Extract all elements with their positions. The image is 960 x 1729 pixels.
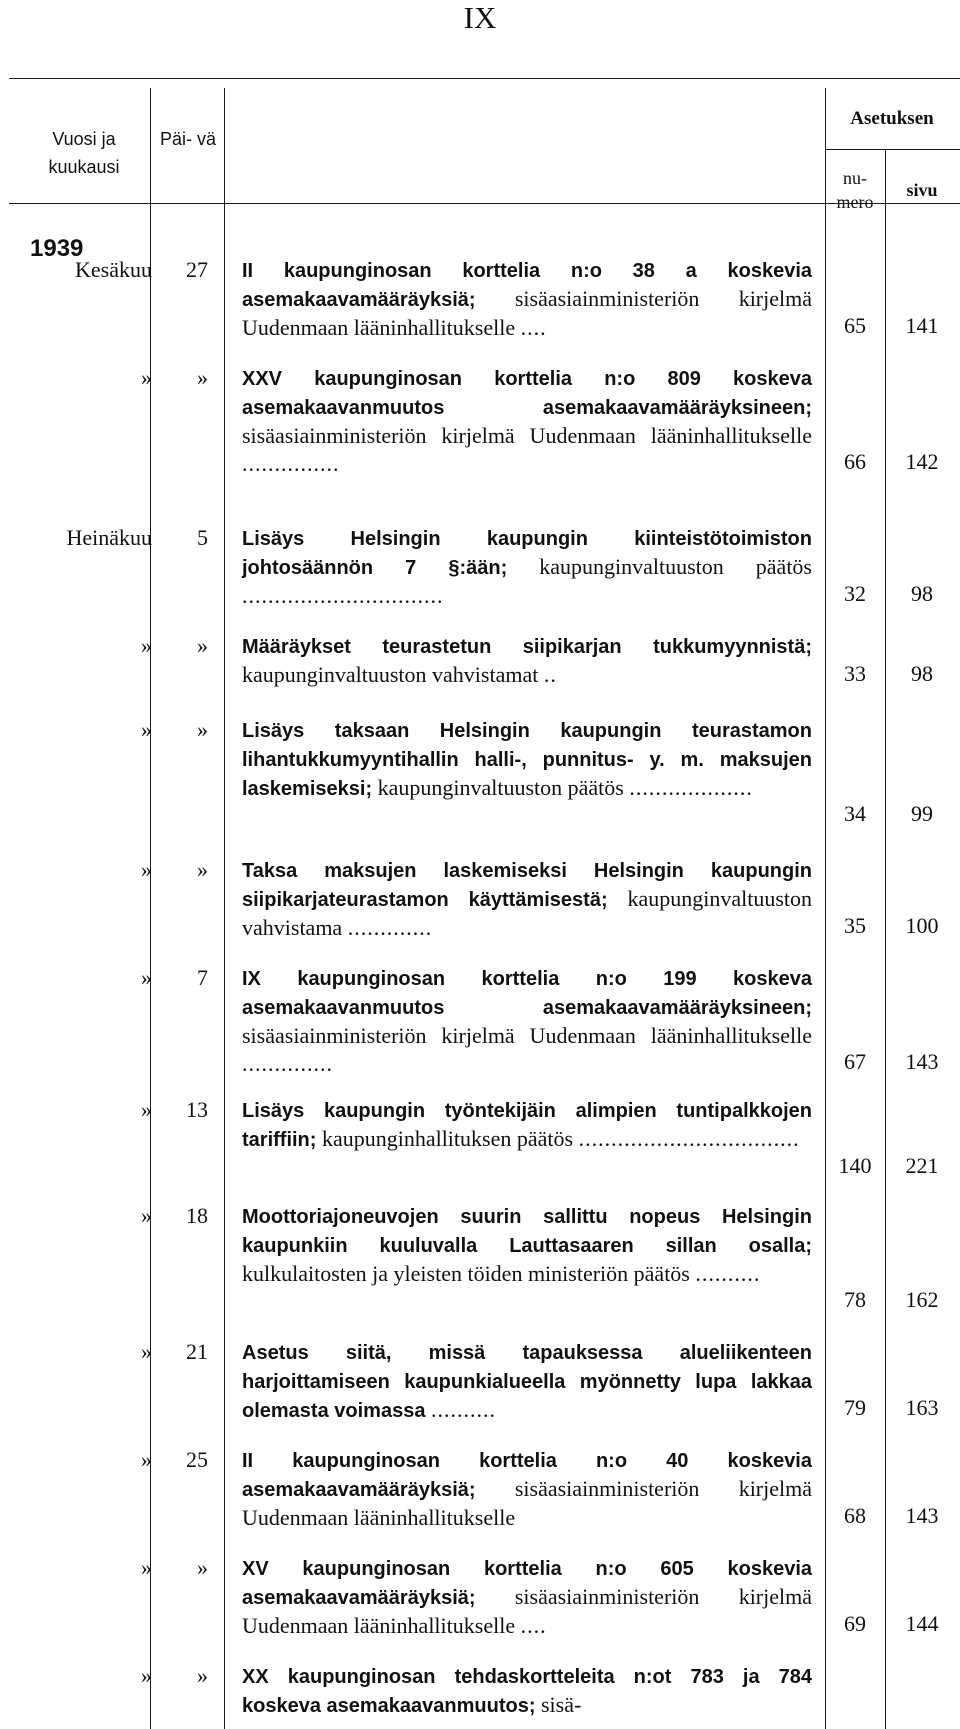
regulation-page: 221 [905, 1153, 939, 1178]
description-cell [242, 964, 812, 1078]
description-bold: IX kaupunginosan korttelia n:o 199 koskeva asemakaavanmuutos asemakaavamääräyksineen; [242, 968, 812, 1019]
month-cell: » [141, 965, 152, 990]
description-bold: II kaupunginosan korttelia n:o 38 a koskevia asemakaavamääräyksiä; [242, 260, 812, 311]
day-cell: » [197, 717, 208, 742]
description-regular: kaupunginvaltuuston päätös [377, 775, 624, 800]
month-cell: » [141, 1447, 152, 1472]
table-top-rule [9, 78, 960, 79]
leader-dots: ............... [242, 451, 340, 476]
description-regular: sisäasiainministeriön kirjelmä Uudenmaan lääninhallitukselle [242, 1023, 812, 1048]
month-cell: » [141, 857, 152, 882]
day-cell: 13 [186, 1097, 208, 1122]
regulation-page: 100 [905, 913, 939, 938]
description-cell [242, 1202, 812, 1288]
regulation-number: 33 [844, 661, 866, 686]
regulation-number: 68 [844, 1503, 866, 1528]
regulation-page: 163 [905, 1395, 939, 1420]
description-regular: sisäasiainministeriön kirjelmä Uudenmaan lääninhallitukselle [242, 1476, 812, 1530]
description-cell [242, 256, 812, 342]
day-cell: 7 [197, 965, 208, 990]
regulation-page: 142 [905, 449, 939, 474]
regulation-number: 32 [844, 581, 866, 606]
description-regular: kaupunginvaltuuston vahvistamat [242, 662, 539, 687]
column-header-page: sivu [906, 180, 938, 200]
header-bottom-rule [9, 203, 960, 204]
regulation-number: 66 [844, 449, 866, 474]
description-cell [242, 364, 812, 478]
leader-dots: .. [543, 662, 557, 687]
description-bold: Lisäys taksaan Helsingin kaupungin teurastamon lihantukkumyyntihallin halli-, punnitus- y. m. maksujen laskemiseksi; [242, 720, 812, 800]
month-cell: » [141, 1339, 152, 1364]
description-regular: kaupunginvaltuuston vahvistama [242, 886, 812, 940]
leader-dots: .... [520, 1613, 547, 1638]
description-cell [242, 856, 812, 942]
leader-dots: ............. [347, 915, 433, 940]
description-bold: XV kaupunginosan korttelia n:o 605 koskevia asemakaavamääräyksiä; [242, 1558, 812, 1609]
asetuksen-rule [826, 149, 960, 150]
description-cell [242, 1446, 812, 1532]
day-cell: 27 [186, 257, 208, 282]
description-cell [242, 1338, 812, 1425]
description-regular: sisä- [541, 1692, 582, 1717]
description-cell [242, 1554, 812, 1640]
description-bold: Taksa maksujen laskemiseksi Helsingin kaupungin siipikarjateurastamon käyttämisestä; [242, 860, 812, 911]
regulation-number: 35 [844, 913, 866, 938]
day-cell: 25 [186, 1447, 208, 1472]
column-header-year-month: Vuosi ja kuukausi [48, 129, 120, 177]
leader-dots: .......... [430, 1397, 496, 1422]
regulation-number: 65 [844, 313, 866, 338]
col-divider-day [150, 88, 151, 1729]
column-header-number: nu- mero [836, 168, 874, 212]
regulation-page: 162 [905, 1287, 939, 1312]
regulation-page: 141 [905, 313, 939, 338]
page-number-roman: IX [463, 0, 497, 35]
day-cell: 21 [186, 1339, 208, 1364]
col-divider-desc [224, 88, 225, 1729]
description-bold: XXV kaupunginosan korttelia n:o 809 koskeva asemakaavanmuutos asemakaavamääräyksineen; [242, 368, 812, 419]
month-cell: Heinäkuu [66, 525, 152, 550]
month-cell: Kesäkuu [75, 257, 152, 282]
leader-dots: .... [520, 315, 547, 340]
description-bold: Lisäys Helsingin kaupungin kiinteistötoimiston johtosäännön 7 §:ään; [242, 528, 812, 579]
leader-dots: .......... [695, 1261, 761, 1286]
month-cell: » [141, 633, 152, 658]
regulation-number: 79 [844, 1395, 866, 1420]
regulation-number: 34 [844, 801, 866, 826]
month-cell: » [141, 1097, 152, 1122]
regulation-number: 78 [844, 1287, 866, 1312]
day-cell: » [197, 857, 208, 882]
description-bold: II kaupunginosan korttelia n:o 40 koskevia asemakaavamääräyksiä; [242, 1450, 812, 1501]
regulation-page: 98 [911, 581, 933, 606]
description-bold: Lisäys kaupungin työntekijäin alimpien tuntipalkkojen tariffiin; [242, 1100, 812, 1151]
regulation-page: 144 [905, 1611, 939, 1636]
day-cell: » [197, 1555, 208, 1580]
day-cell: 5 [197, 525, 208, 550]
day-cell: » [197, 1663, 208, 1688]
description-regular: sisäasiainministeriön kirjelmä Uudenmaan lääninhallitukselle [242, 423, 812, 448]
regulation-number: 140 [838, 1153, 872, 1178]
description-regular: kaupunginvaltuuston päätös [539, 554, 812, 579]
description-cell [242, 1662, 812, 1720]
description-cell [242, 1096, 812, 1154]
month-cell: » [141, 717, 152, 742]
leader-dots: .............. [242, 1051, 333, 1076]
regulation-page: 98 [911, 661, 933, 686]
month-cell: » [141, 365, 152, 390]
description-cell [242, 524, 812, 610]
description-regular: sisäasiainministeriön kirjelmä Uudenmaan lääninhallitukselle [242, 1584, 812, 1638]
regulation-page: 99 [911, 801, 933, 826]
description-cell [242, 716, 812, 803]
description-cell [242, 632, 812, 689]
leader-dots: .................................. [578, 1126, 800, 1151]
description-bold: Asetus siitä, missä tapauksessa alueliikenteen harjoittamiseen kaupunkialueella myönnetty lupa lakkaa olemasta voimassa [242, 1342, 812, 1422]
day-cell: » [197, 633, 208, 658]
year-label: 1939 [30, 235, 84, 262]
column-header-day: Päi- vä [160, 129, 217, 149]
day-cell: 18 [186, 1203, 208, 1228]
leader-dots: ................... [629, 775, 753, 800]
description-bold: Määräykset teurastetun siipikarjan tukkumyynnistä; [242, 636, 812, 658]
description-bold: Moottoriajoneuvojen suurin sallittu nopeus Helsingin kaupunkiin kuuluvalla Lauttasaaren sillan osalla; [242, 1206, 812, 1257]
regulation-page: 143 [905, 1503, 939, 1528]
column-header-regulation: Asetuksen [850, 108, 934, 129]
description-regular: sisäasiainministeriön kirjelmä Uudenmaan lääninhallitukselle [242, 286, 812, 340]
month-cell: » [141, 1203, 152, 1228]
leader-dots: ............................... [242, 583, 444, 608]
day-cell: » [197, 365, 208, 390]
description-regular: kulkulaitosten ja yleisten töiden ministeriön päätös [242, 1261, 690, 1286]
month-cell: » [141, 1555, 152, 1580]
regulation-number: 69 [844, 1611, 866, 1636]
regulation-page: 143 [905, 1049, 939, 1074]
regulation-number: 67 [844, 1049, 866, 1074]
description-bold: XX kaupunginosan tehdaskortteleita n:ot 783 ja 784 koskeva asemakaavanmuutos; [242, 1666, 812, 1717]
month-cell: » [141, 1663, 152, 1688]
description-regular: kaupunginhallituksen päätös [321, 1126, 574, 1151]
